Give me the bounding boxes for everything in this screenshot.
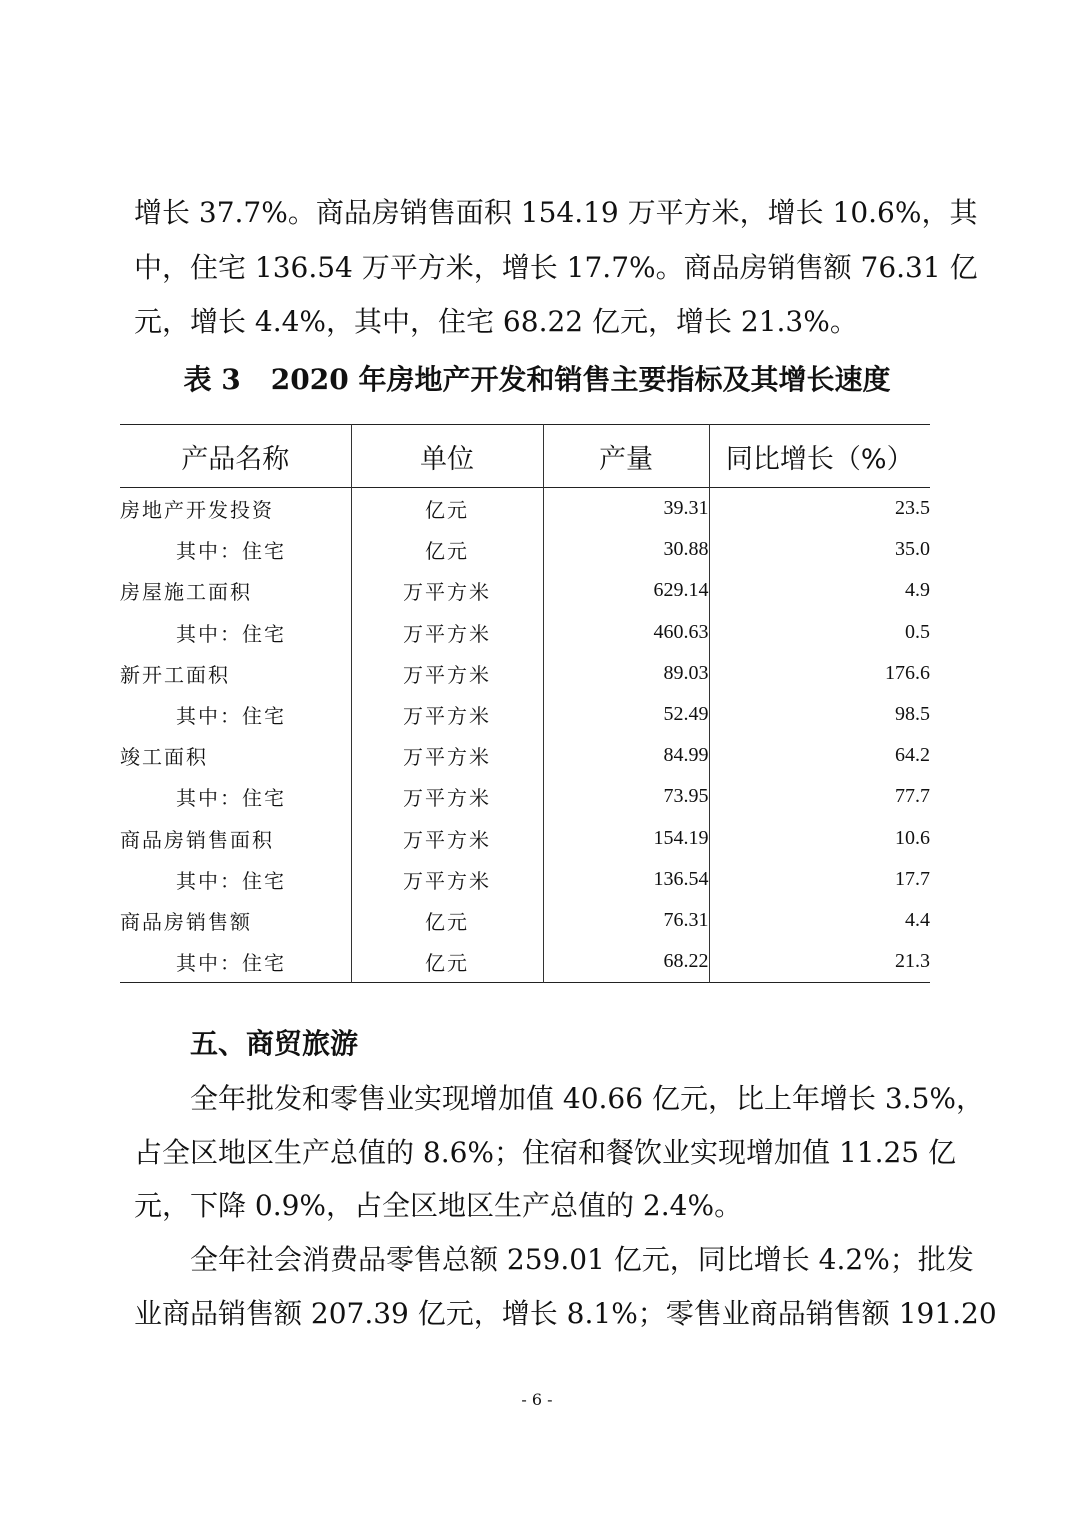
- paragraph-line: 全年社会消费品零售总额 259.01 亿元，同比增长 4.2%；批发: [190, 1243, 974, 1276]
- row-name: 其中：住宅: [176, 539, 286, 564]
- real-estate-indicators-table: [120, 424, 930, 983]
- row-name: 其中：住宅: [176, 704, 286, 729]
- row-unit: 万平方米: [351, 735, 543, 776]
- table-row: [120, 488, 930, 530]
- row-growth: 64.2: [709, 735, 930, 776]
- row-name: 新开工面积: [120, 662, 230, 687]
- row-unit: 亿元: [351, 529, 543, 570]
- row-value: 30.88: [543, 529, 709, 570]
- header-unit: 单位: [351, 425, 543, 488]
- row-value: 39.31: [543, 488, 709, 530]
- table-row: [120, 859, 930, 900]
- row-growth: 77.7: [709, 776, 930, 817]
- row-name: 其中：住宅: [176, 868, 286, 893]
- row-growth: 98.5: [709, 694, 930, 735]
- row-unit: 亿元: [351, 900, 543, 941]
- table-row: [120, 818, 930, 859]
- row-value: 52.49: [543, 694, 709, 735]
- paragraph-line: 中，住宅 136.54 万平方米，增长 17.7%。商品房销售额 76.31 亿: [134, 251, 978, 284]
- row-growth: 23.5: [709, 488, 930, 530]
- row-name: 其中：住宅: [176, 621, 286, 646]
- paragraph-line: 增长 37.7%。商品房销售面积 154.19 万平方米，增长 10.6%，其: [134, 196, 978, 229]
- section-heading: 五、商贸旅游: [190, 1027, 359, 1060]
- page-number: - 6 -: [521, 1390, 553, 1409]
- header-product-name: 产品名称: [181, 443, 290, 475]
- table-caption: [0, 360, 1074, 400]
- row-name: 其中：住宅: [176, 786, 286, 811]
- table-row: [120, 653, 930, 694]
- table-row: [120, 694, 930, 735]
- paragraph-line: 元，增长 4.4%，其中，住宅 68.22 亿元，增长 21.3%。: [134, 305, 858, 338]
- row-value: 68.22: [543, 941, 709, 983]
- row-unit: 万平方米: [351, 776, 543, 817]
- row-unit: 万平方米: [351, 570, 543, 611]
- row-value: 73.95: [543, 776, 709, 817]
- row-growth: 176.6: [709, 653, 930, 694]
- row-growth: 35.0: [709, 529, 930, 570]
- row-growth: 4.4: [709, 900, 930, 941]
- row-unit: 万平方米: [351, 694, 543, 735]
- table-row: [120, 612, 930, 653]
- row-value: 154.19: [543, 818, 709, 859]
- row-unit: 万平方米: [351, 653, 543, 694]
- table-row: [120, 735, 930, 776]
- row-growth: 21.3: [709, 941, 930, 983]
- row-name: 商品房销售额: [120, 909, 252, 934]
- row-value: 84.99: [543, 735, 709, 776]
- row-growth: 17.7: [709, 859, 930, 900]
- row-name: 其中：住宅: [176, 951, 286, 976]
- row-value: 89.03: [543, 653, 709, 694]
- row-unit: 万平方米: [351, 859, 543, 900]
- paragraph-line: 业商品销售额 207.39 亿元，增长 8.1%；零售业商品销售额 191.20: [134, 1297, 997, 1330]
- row-growth: 4.9: [709, 570, 930, 611]
- table-row: [120, 570, 930, 611]
- table-row: [120, 941, 930, 983]
- row-name: 房屋施工面积: [120, 580, 252, 605]
- header-output: 产量: [543, 425, 709, 488]
- row-unit: 亿元: [351, 941, 543, 983]
- row-unit: 万平方米: [351, 612, 543, 653]
- table-row: [120, 776, 930, 817]
- row-value: 136.54: [543, 859, 709, 900]
- table-caption-title: 2020 年房地产开发和销售主要指标及其增长速度: [270, 363, 891, 396]
- row-growth: 10.6: [709, 818, 930, 859]
- paragraph-line: 全年批发和零售业实现增加值 40.66 亿元，比上年增长 3.5%，: [190, 1082, 984, 1115]
- paragraph-line: 占全区地区生产总值的 8.6%；住宿和餐饮业实现增加值 11.25 亿: [134, 1136, 956, 1169]
- table-row: [120, 529, 930, 570]
- row-value: 76.31: [543, 900, 709, 941]
- table-header-row: [120, 425, 930, 488]
- row-name: 商品房销售面积: [120, 827, 274, 852]
- row-name: 竣工面积: [120, 745, 208, 770]
- row-name: 房地产开发投资: [120, 498, 274, 523]
- row-growth: 0.5: [709, 612, 930, 653]
- row-unit: 亿元: [351, 488, 543, 530]
- row-unit: 万平方米: [351, 818, 543, 859]
- paragraph-line: 元，下降 0.9%，占全区地区生产总值的 2.4%。: [134, 1189, 743, 1222]
- row-value: 629.14: [543, 570, 709, 611]
- table-row: [120, 900, 930, 941]
- row-value: 460.63: [543, 612, 709, 653]
- header-yoy-growth: 同比增长（%）: [709, 425, 930, 488]
- table-caption-label: 表 3: [183, 363, 241, 396]
